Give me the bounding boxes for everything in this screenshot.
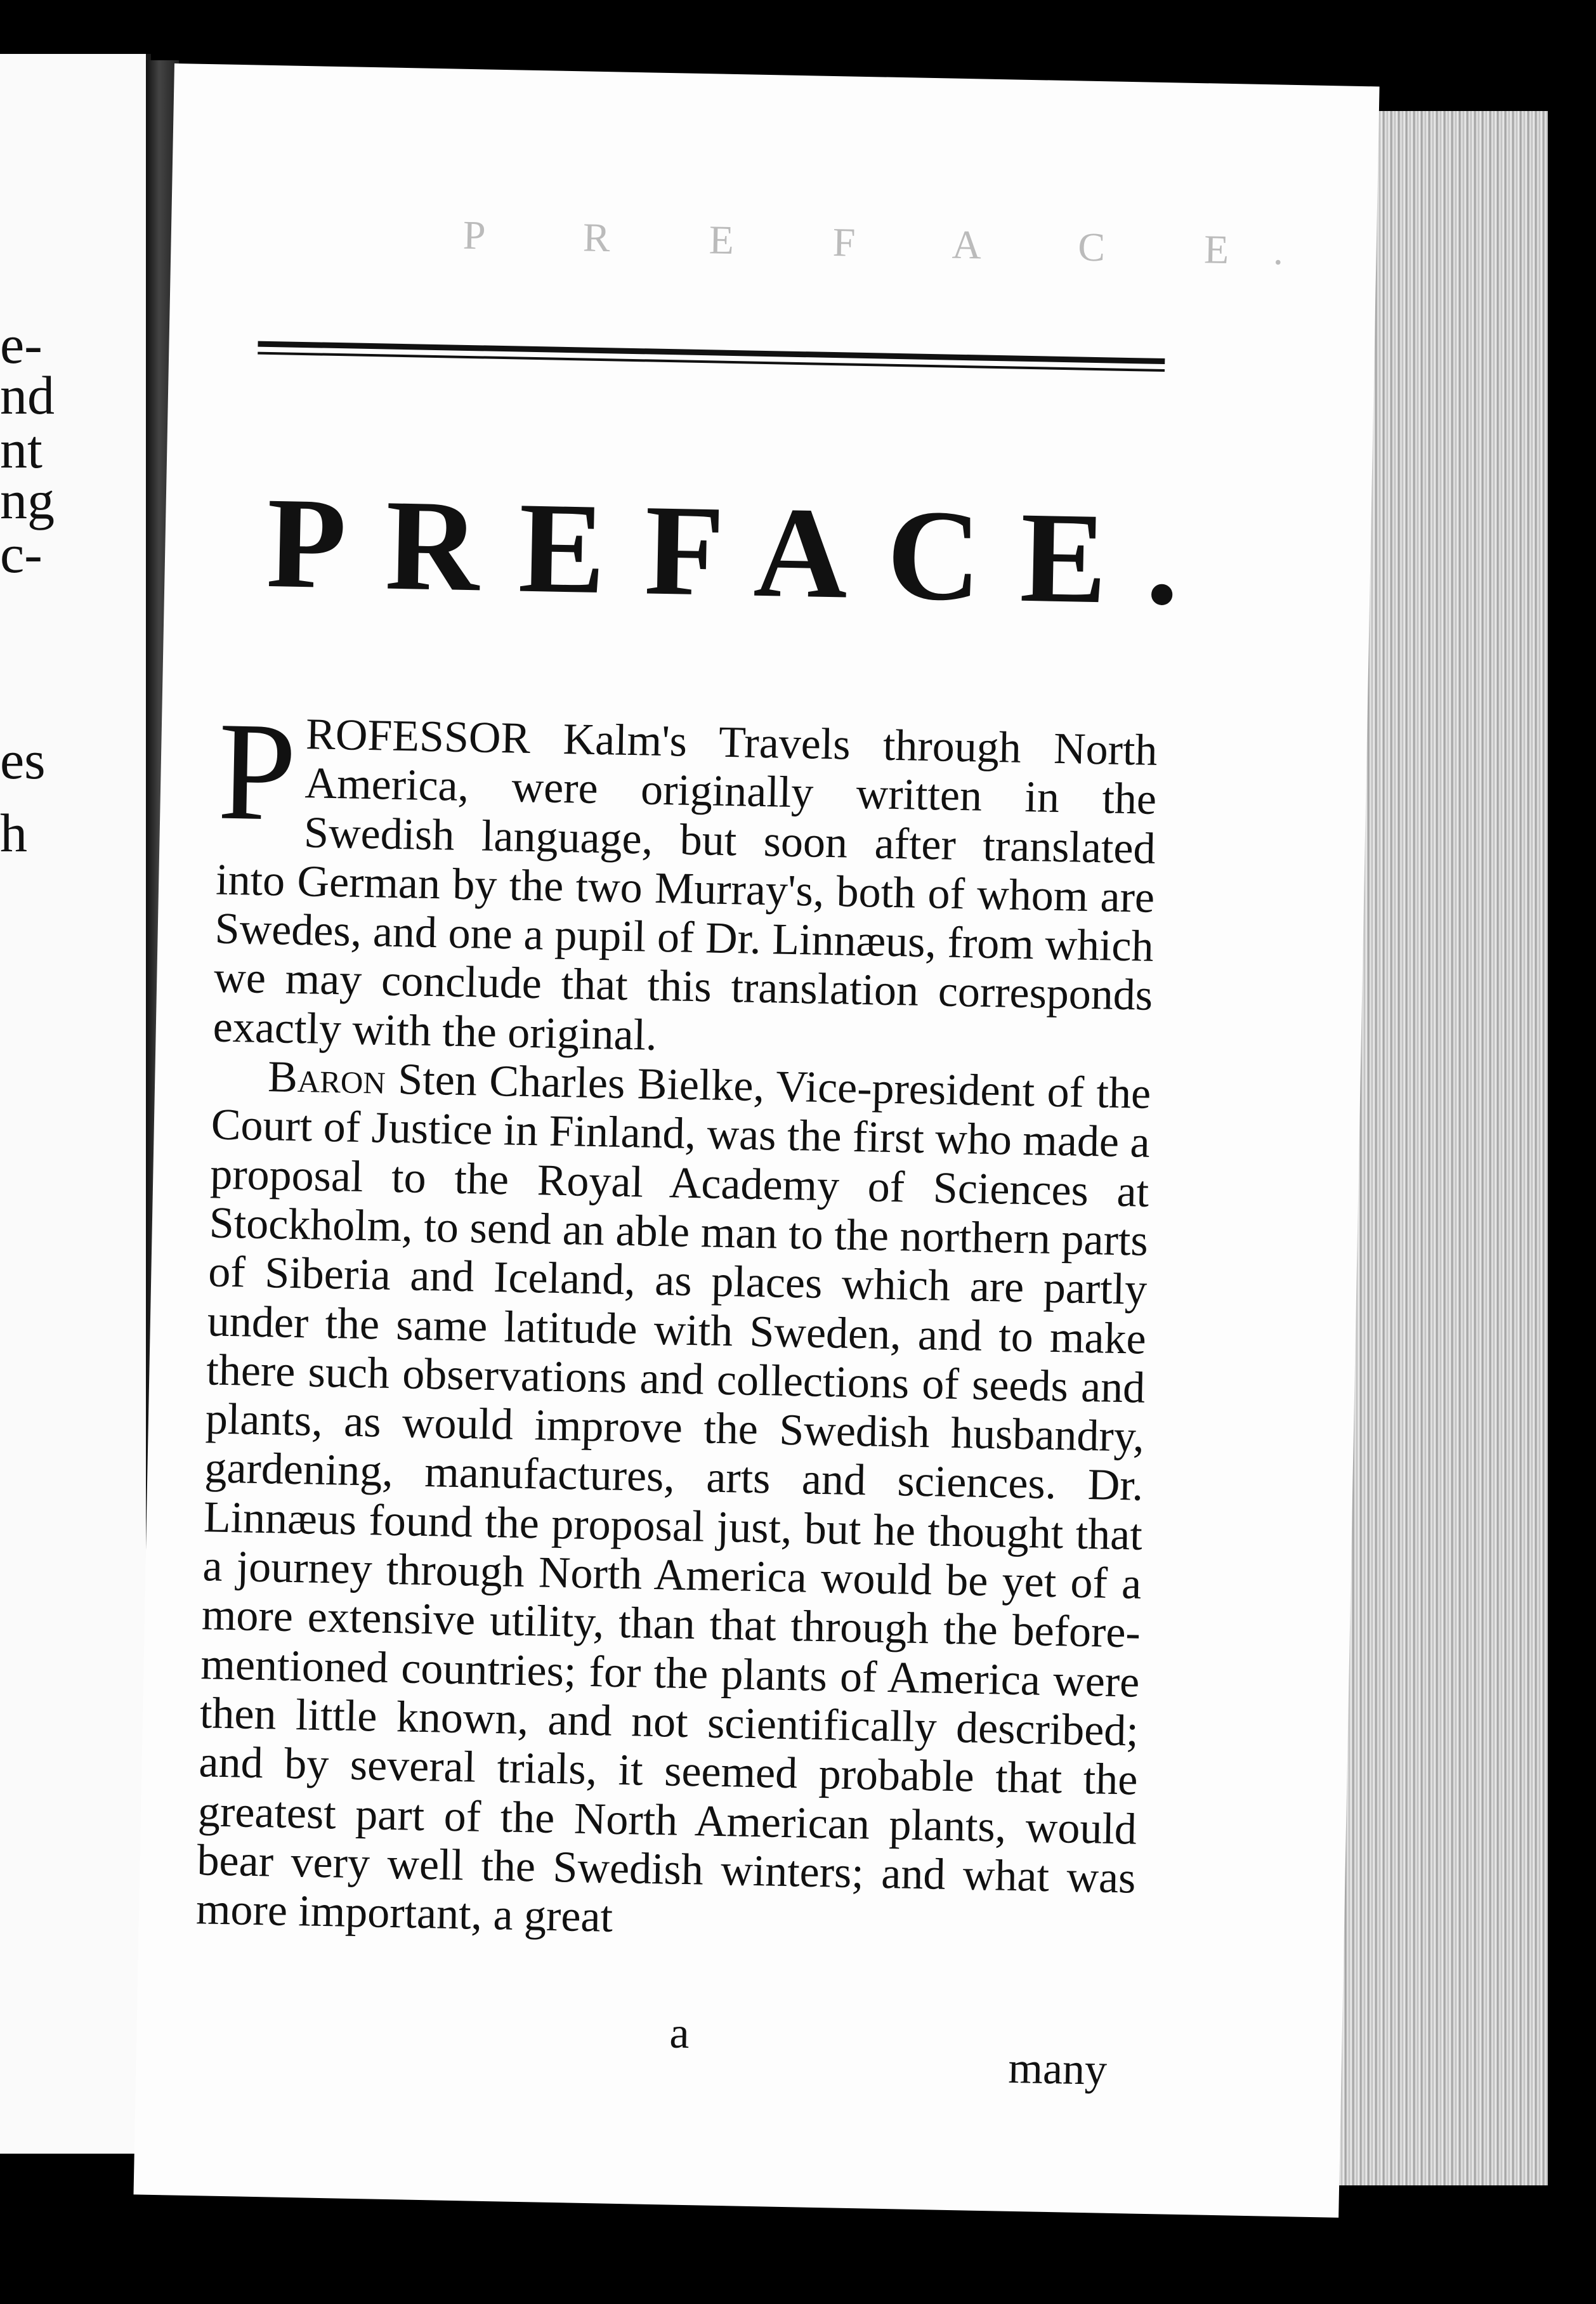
paragraph-1 <box>213 693 1158 1070</box>
paragraph-2-text: Sten Charles Bielke, Vice-president of the Court of Justice in Finland, was the first who made a proposal to the Royal Academy of Sciences at Stockholm, to send an able man to the northern parts of Siberia and Iceland, as places which are partly under the same latitude with Sweden, and to make there such observations and collections of seeds and plants, as would improve the Swedish husbandry, gardening, manufactures, arts and sciences. Dr. Linnæus found the proposal just, but he thought that a journey through North America would be yet of a more extensive utility, than that through the before-mentioned countries; for the plants of America were then little known, and not scientifically described; and by several trials, it seemed probable that the greatest part of the North American plants, would bear very well the Swedish winters; and what was more important, a great <box>195 1054 1151 1942</box>
paragraph-2-lead: Baron <box>267 1052 386 1104</box>
signature-mark: a <box>669 2008 690 2059</box>
right-page <box>133 63 1379 2218</box>
left-fragment: nt <box>0 419 43 480</box>
paragraph-1-text: Kalm's Travels through North America, were originally written in the Swedish language, but soon after translated into German by the two Murray's, both of whom are Swedes, and one a pupil of Dr. Linnæus, from which we may conclude that this translation corresponds exactly with the original. <box>213 714 1158 1060</box>
paragraph-1-lead: ROFESSOR <box>305 710 531 763</box>
left-fragment: e- <box>0 314 43 375</box>
left-page <box>0 54 151 2154</box>
drop-cap: P <box>216 693 298 851</box>
left-fragment: h <box>0 802 27 863</box>
left-fragment: c- <box>0 523 43 584</box>
catchword: many <box>1007 2043 1108 2095</box>
body-text <box>195 693 1158 1952</box>
paragraph-2 <box>195 1052 1151 1952</box>
left-fragment: es <box>0 730 46 790</box>
page-heading: PREFACE. <box>265 470 1220 633</box>
left-fragment: ng <box>0 469 55 530</box>
ghost-running-head: P R E F A C E. <box>462 212 1328 274</box>
left-fragment: nd <box>0 365 55 426</box>
